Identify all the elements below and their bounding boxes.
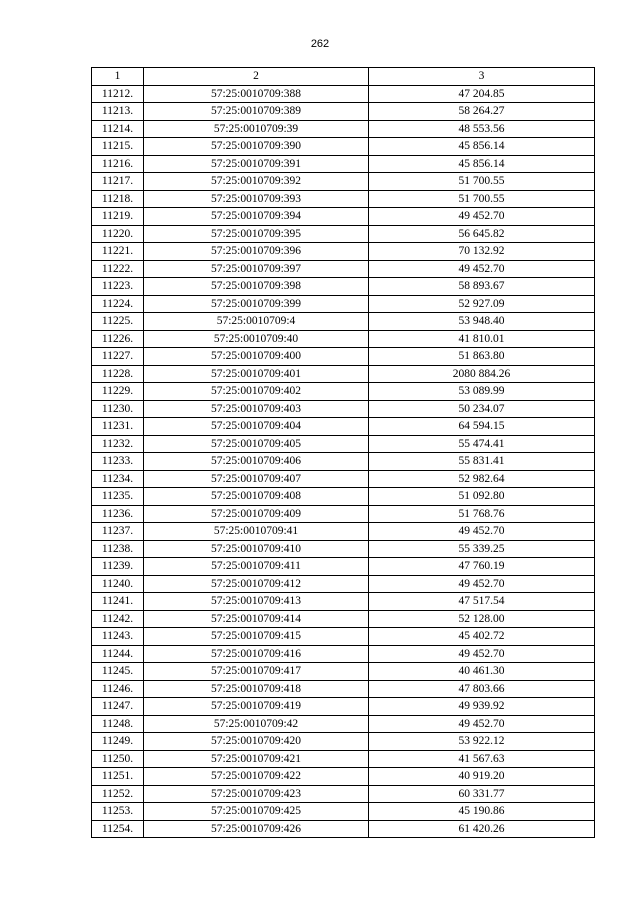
table-row [92, 505, 595, 523]
value-cell: 53 948.40 [369, 313, 595, 331]
value-cell: 55 339.25 [369, 540, 595, 558]
value-cell: 52 982.64 [369, 470, 595, 488]
value-cell: 49 939.92 [369, 698, 595, 716]
table-row [92, 628, 595, 646]
table-row [92, 365, 595, 383]
row-number-cell: 11219. [92, 208, 144, 226]
table-row [92, 470, 595, 488]
table-row [92, 785, 595, 803]
table-row [92, 278, 595, 296]
table-row [92, 295, 595, 313]
cadastral-number-cell: 57:25:0010709:390 [144, 138, 369, 156]
row-number-cell: 11239. [92, 558, 144, 576]
table-row [92, 610, 595, 628]
row-number-cell: 11234. [92, 470, 144, 488]
table-row [92, 85, 595, 103]
column-header-1: 1 [92, 68, 144, 86]
value-cell: 51 700.55 [369, 190, 595, 208]
page-number: 262 [310, 38, 330, 50]
value-cell: 49 452.70 [369, 523, 595, 541]
cadastral-number-cell: 57:25:0010709:411 [144, 558, 369, 576]
table-row [92, 645, 595, 663]
table-row [92, 418, 595, 436]
value-cell: 51 092.80 [369, 488, 595, 506]
table-row [92, 750, 595, 768]
value-cell: 56 645.82 [369, 225, 595, 243]
table-row [92, 540, 595, 558]
value-cell: 47 204.85 [369, 85, 595, 103]
value-cell: 41 810.01 [369, 330, 595, 348]
value-cell: 47 517.54 [369, 593, 595, 611]
table-row [92, 593, 595, 611]
cadastral-number-cell: 57:25:0010709:393 [144, 190, 369, 208]
value-cell: 47 803.66 [369, 680, 595, 698]
table-row [92, 313, 595, 331]
row-number-cell: 11242. [92, 610, 144, 628]
value-cell: 49 452.70 [369, 260, 595, 278]
row-number-cell: 11216. [92, 155, 144, 173]
cadastral-number-cell: 57:25:0010709:396 [144, 243, 369, 261]
cadastral-number-cell: 57:25:0010709:388 [144, 85, 369, 103]
row-number-cell: 11223. [92, 278, 144, 296]
row-number-cell: 11212. [92, 85, 144, 103]
table-row [92, 715, 595, 733]
row-number-cell: 11224. [92, 295, 144, 313]
value-cell: 48 553.56 [369, 120, 595, 138]
cadastral-number-cell: 57:25:0010709:402 [144, 383, 369, 401]
cadastral-number-cell: 57:25:0010709:397 [144, 260, 369, 278]
cadastral-number-cell: 57:25:0010709:416 [144, 645, 369, 663]
row-number-cell: 11238. [92, 540, 144, 558]
value-cell: 49 452.70 [369, 715, 595, 733]
cadastral-number-cell: 57:25:0010709:418 [144, 680, 369, 698]
column-header-3: 3 [369, 68, 595, 86]
row-number-cell: 11248. [92, 715, 144, 733]
row-number-cell: 11213. [92, 103, 144, 121]
value-cell: 70 132.92 [369, 243, 595, 261]
value-cell: 49 452.70 [369, 208, 595, 226]
cadastral-number-cell: 57:25:0010709:41 [144, 523, 369, 541]
row-number-cell: 11217. [92, 173, 144, 191]
table-row [92, 225, 595, 243]
value-cell: 51 700.55 [369, 173, 595, 191]
value-cell: 55 474.41 [369, 435, 595, 453]
cadastral-number-cell: 57:25:0010709:417 [144, 663, 369, 681]
cadastral-number-cell: 57:25:0010709:39 [144, 120, 369, 138]
row-number-cell: 11221. [92, 243, 144, 261]
cadastral-number-cell: 57:25:0010709:410 [144, 540, 369, 558]
table-row [92, 698, 595, 716]
row-number-cell: 11226. [92, 330, 144, 348]
cadastral-number-cell: 57:25:0010709:420 [144, 733, 369, 751]
value-cell: 53 922.12 [369, 733, 595, 751]
table-row [92, 400, 595, 418]
table-row [92, 803, 595, 821]
table-row [92, 208, 595, 226]
row-number-cell: 11245. [92, 663, 144, 681]
table-row [92, 733, 595, 751]
table-row [92, 173, 595, 191]
cadastral-number-cell: 57:25:0010709:403 [144, 400, 369, 418]
column-header-2: 2 [144, 68, 369, 86]
table-row [92, 260, 595, 278]
row-number-cell: 11214. [92, 120, 144, 138]
value-cell: 52 128.00 [369, 610, 595, 628]
row-number-cell: 11254. [92, 820, 144, 838]
cadastral-number-cell: 57:25:0010709:426 [144, 820, 369, 838]
cadastral-number-cell: 57:25:0010709:423 [144, 785, 369, 803]
value-cell: 51 863.80 [369, 348, 595, 366]
table-row [92, 243, 595, 261]
value-cell: 50 234.07 [369, 400, 595, 418]
row-number-cell: 11249. [92, 733, 144, 751]
cadastral-number-cell: 57:25:0010709:389 [144, 103, 369, 121]
value-cell: 45 856.14 [369, 138, 595, 156]
table-row [92, 453, 595, 471]
row-number-cell: 11253. [92, 803, 144, 821]
row-number-cell: 11237. [92, 523, 144, 541]
row-number-cell: 11222. [92, 260, 144, 278]
row-number-cell: 11225. [92, 313, 144, 331]
row-number-cell: 11233. [92, 453, 144, 471]
table-body [92, 85, 595, 838]
table-row [92, 575, 595, 593]
table-row [92, 155, 595, 173]
table-row [92, 768, 595, 786]
row-number-cell: 11251. [92, 768, 144, 786]
table-row [92, 663, 595, 681]
table-row [92, 120, 595, 138]
cadastral-number-cell: 57:25:0010709:408 [144, 488, 369, 506]
cadastral-number-cell: 57:25:0010709:399 [144, 295, 369, 313]
value-cell: 40 919.20 [369, 768, 595, 786]
value-cell: 40 461.30 [369, 663, 595, 681]
row-number-cell: 11227. [92, 348, 144, 366]
table-row [92, 103, 595, 121]
cadastral-number-cell: 57:25:0010709:42 [144, 715, 369, 733]
row-number-cell: 11232. [92, 435, 144, 453]
cadastral-number-cell: 57:25:0010709:398 [144, 278, 369, 296]
value-cell: 60 331.77 [369, 785, 595, 803]
value-cell: 53 089.99 [369, 383, 595, 401]
row-number-cell: 11241. [92, 593, 144, 611]
table-header-row [92, 68, 595, 86]
row-number-cell: 11235. [92, 488, 144, 506]
table-row [92, 523, 595, 541]
cadastral-number-cell: 57:25:0010709:422 [144, 768, 369, 786]
row-number-cell: 11236. [92, 505, 144, 523]
table-row [92, 558, 595, 576]
value-cell: 45 856.14 [369, 155, 595, 173]
table-row [92, 190, 595, 208]
row-number-cell: 11247. [92, 698, 144, 716]
row-number-cell: 11218. [92, 190, 144, 208]
table-row [92, 330, 595, 348]
row-number-cell: 11244. [92, 645, 144, 663]
value-cell: 49 452.70 [369, 575, 595, 593]
value-cell: 49 452.70 [369, 645, 595, 663]
value-cell: 45 190.86 [369, 803, 595, 821]
cadastral-number-cell: 57:25:0010709:400 [144, 348, 369, 366]
value-cell: 64 594.15 [369, 418, 595, 436]
cadastral-number-cell: 57:25:0010709:40 [144, 330, 369, 348]
cadastral-number-cell: 57:25:0010709:406 [144, 453, 369, 471]
row-number-cell: 11231. [92, 418, 144, 436]
cadastral-number-cell: 57:25:0010709:415 [144, 628, 369, 646]
cadastral-number-cell: 57:25:0010709:407 [144, 470, 369, 488]
row-number-cell: 11243. [92, 628, 144, 646]
value-cell: 52 927.09 [369, 295, 595, 313]
cadastral-number-cell: 57:25:0010709:394 [144, 208, 369, 226]
row-number-cell: 11229. [92, 383, 144, 401]
value-cell: 45 402.72 [369, 628, 595, 646]
table-row [92, 435, 595, 453]
table-row [92, 348, 595, 366]
row-number-cell: 11228. [92, 365, 144, 383]
cadastral-number-cell: 57:25:0010709:414 [144, 610, 369, 628]
cadastral-number-cell: 57:25:0010709:4 [144, 313, 369, 331]
cadastral-number-cell: 57:25:0010709:419 [144, 698, 369, 716]
value-cell: 47 760.19 [369, 558, 595, 576]
data-table [91, 67, 595, 838]
cadastral-number-cell: 57:25:0010709:412 [144, 575, 369, 593]
row-number-cell: 11220. [92, 225, 144, 243]
cadastral-number-cell: 57:25:0010709:409 [144, 505, 369, 523]
row-number-cell: 11250. [92, 750, 144, 768]
table-row [92, 488, 595, 506]
row-number-cell: 11230. [92, 400, 144, 418]
table-row [92, 680, 595, 698]
cadastral-number-cell: 57:25:0010709:392 [144, 173, 369, 191]
cadastral-number-cell: 57:25:0010709:401 [144, 365, 369, 383]
table-row [92, 383, 595, 401]
row-number-cell: 11252. [92, 785, 144, 803]
value-cell: 55 831.41 [369, 453, 595, 471]
value-cell: 58 893.67 [369, 278, 595, 296]
row-number-cell: 11246. [92, 680, 144, 698]
row-number-cell: 11215. [92, 138, 144, 156]
cadastral-number-cell: 57:25:0010709:421 [144, 750, 369, 768]
value-cell: 41 567.63 [369, 750, 595, 768]
table-row [92, 138, 595, 156]
cadastral-number-cell: 57:25:0010709:405 [144, 435, 369, 453]
value-cell: 2080 884.26 [369, 365, 595, 383]
cadastral-number-cell: 57:25:0010709:395 [144, 225, 369, 243]
cadastral-number-cell: 57:25:0010709:404 [144, 418, 369, 436]
value-cell: 61 420.26 [369, 820, 595, 838]
cadastral-number-cell: 57:25:0010709:391 [144, 155, 369, 173]
row-number-cell: 11240. [92, 575, 144, 593]
cadastral-number-cell: 57:25:0010709:425 [144, 803, 369, 821]
value-cell: 58 264.27 [369, 103, 595, 121]
cadastral-number-cell: 57:25:0010709:413 [144, 593, 369, 611]
value-cell: 51 768.76 [369, 505, 595, 523]
table-row [92, 820, 595, 838]
